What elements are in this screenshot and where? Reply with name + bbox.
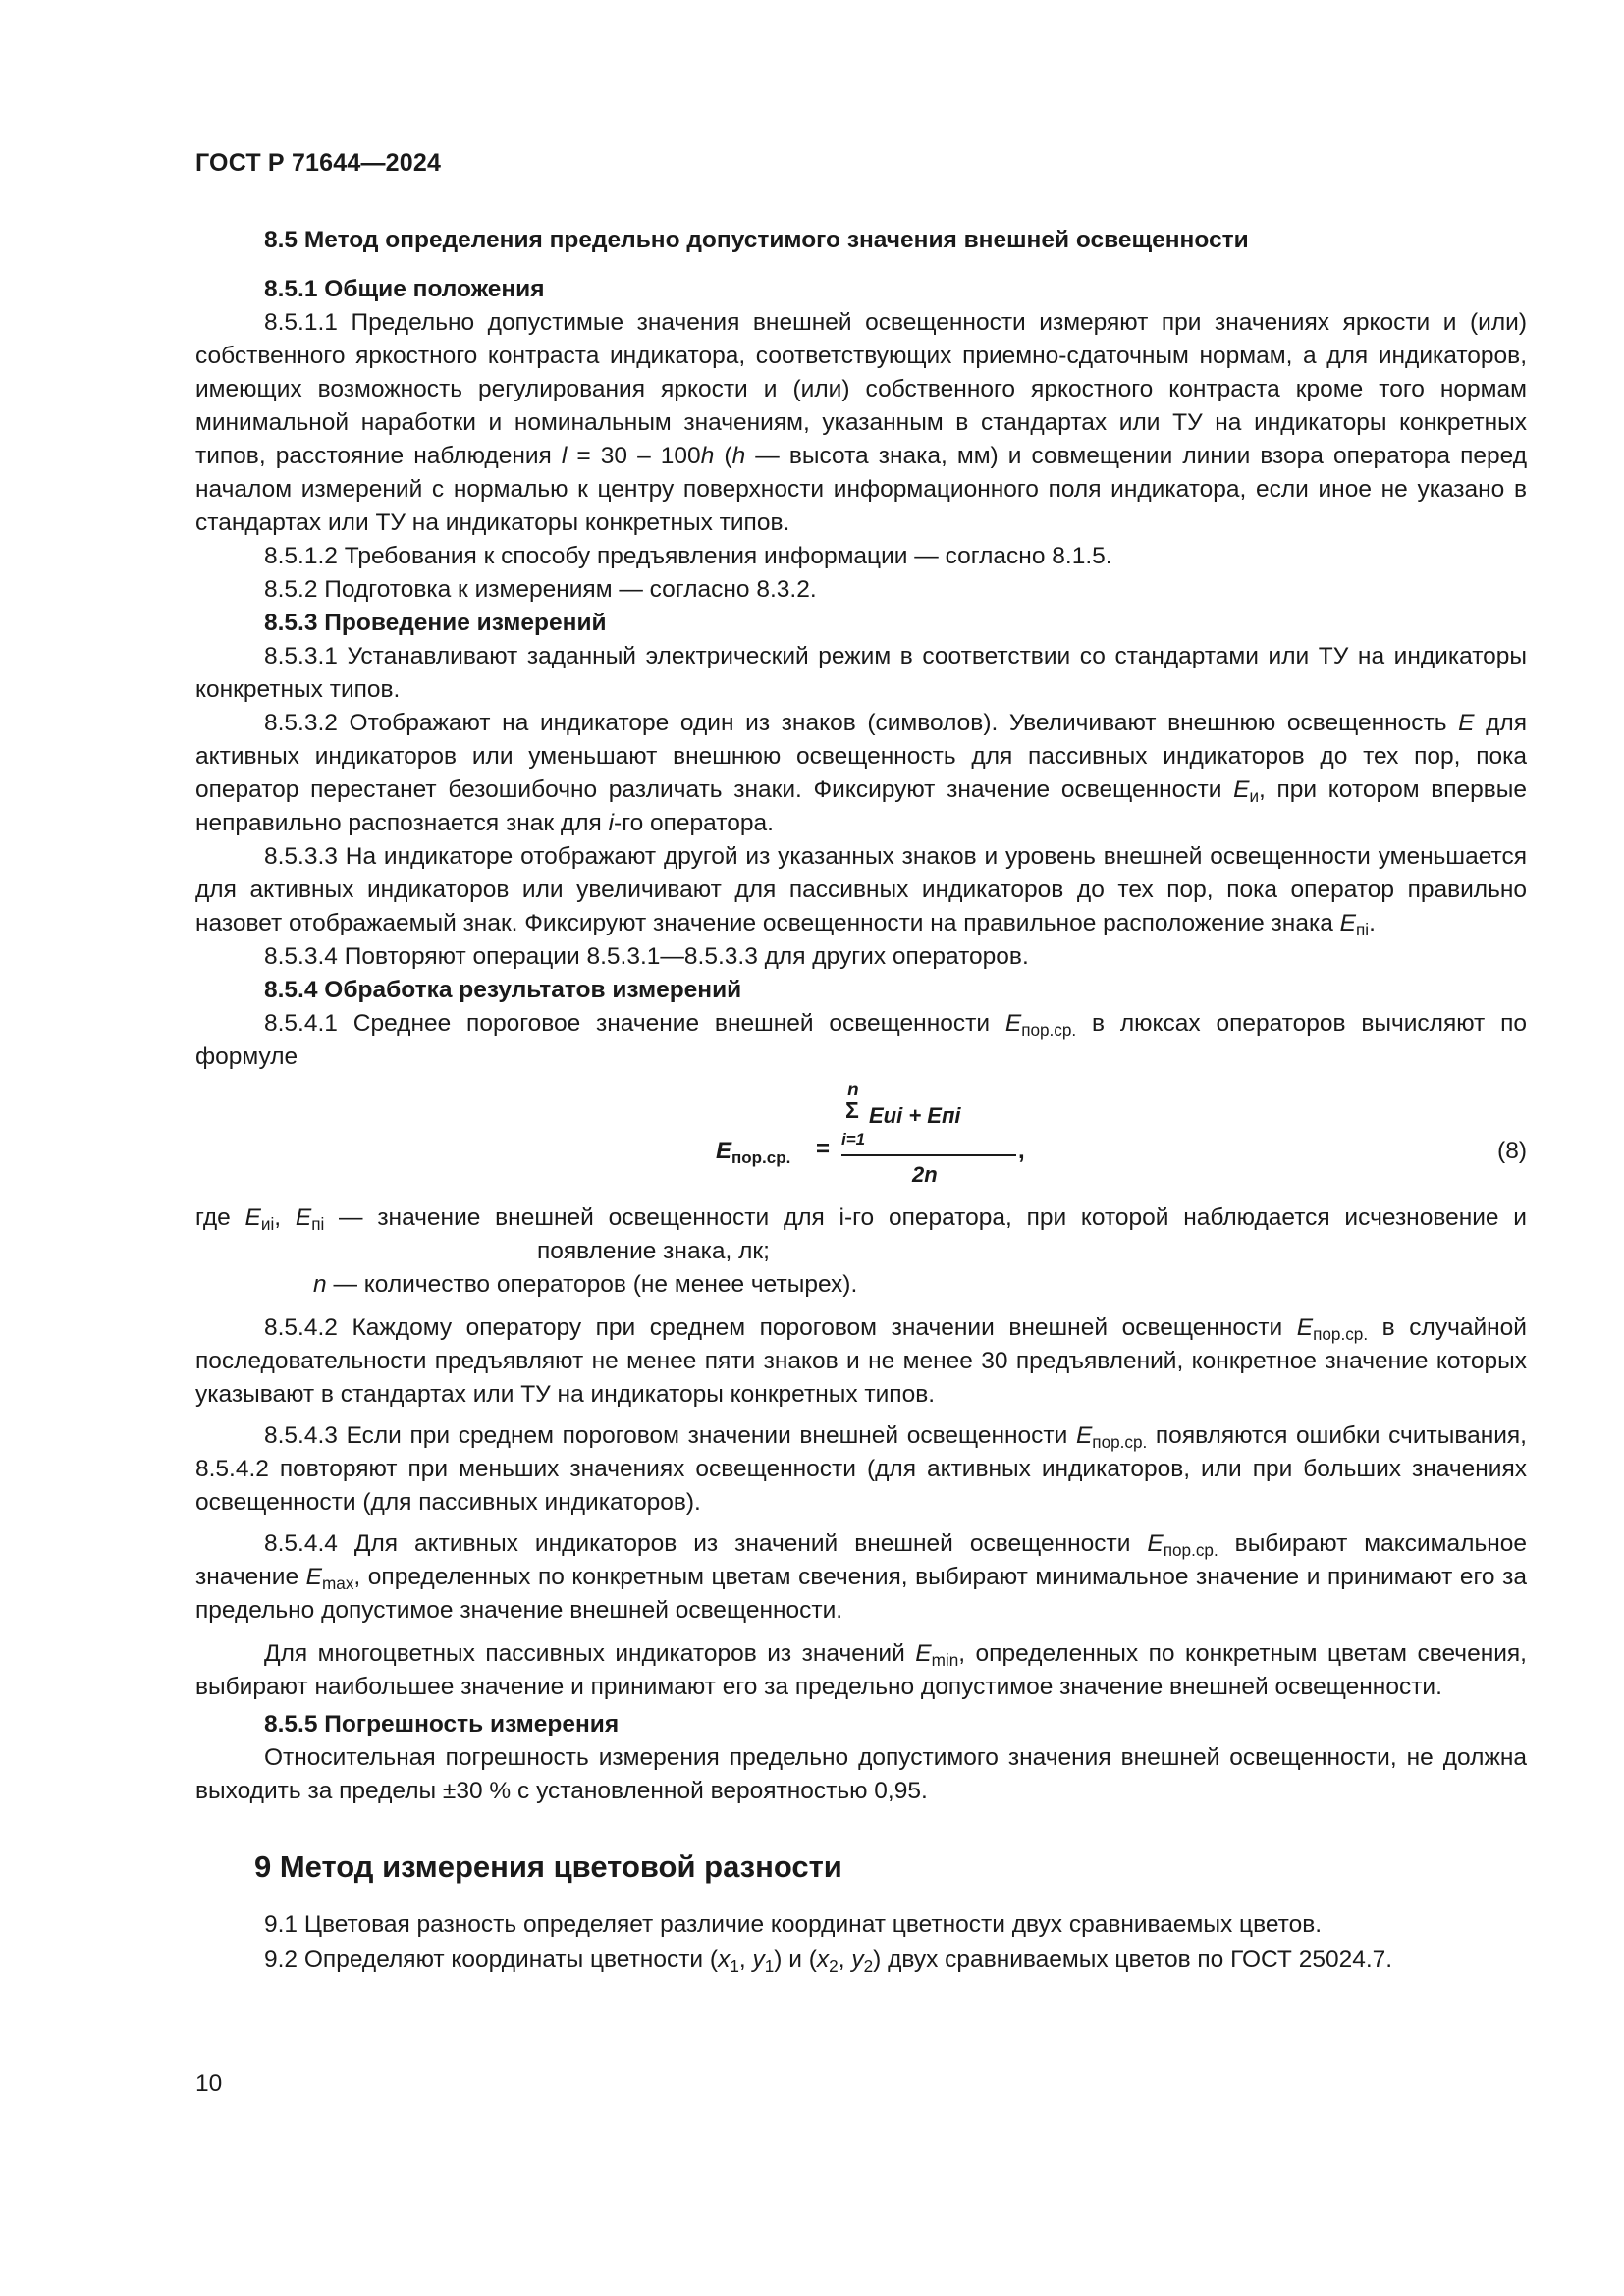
paragraph-8-5-3-1: 8.5.3.1 Устанавливают заданный электрический режим в соответствии со стандартами или ТУ на индикаторы конкретных типов. [195,643,1527,703]
legend-n-text: n — количество операторов (не менее четырех). [313,1271,858,1298]
paragraph-8-5-3-4: 8.5.3.4 Повторяют операции 8.5.3.1—8.5.3.3 для других операторов. [264,943,1029,970]
paragraph-8-5-1-1: 8.5.1.1 Предельно допустимые значения внешней освещенности измеряют при значениях яркости и (или) собственного яркостного контраста индикатора, соответствующих приемно-сдаточным нормам, а для индикаторов, имеющих возможность регулирования яркости и (или) собственного яркостного контраста кроме того нормам минимальной наработки и номинальным значениям, указанным в стандартах или ТУ на индикаторы конкретных типов, расстояние наблюдения l = 30 – 100h (h — высота знака, мм) и совмещении линии взора оператора перед началом измерений с нормалью к центру поверхности информационного поля индикатора, если иное не указано в стандартах или ТУ на индикаторы конкретных типов. [195,309,1527,536]
formula-fraction-bar [841,1154,1016,1156]
formula-equals: = [816,1136,831,1162]
legend-row-e [195,1201,1527,1268]
paragraph-8-5-4-2: 8.5.4.2 Каждому оператору при среднем пороговом значении внешней освещенности $E_{пор.ср.}$ в случайной последовательности предъявляют не менее пяти знаков и не менее 30 предъявлений, конкретное значение которых указывают в стандартах или ТУ на индикаторы конкретных типов. [195,1314,1527,1408]
paragraph-8-5-3-3: 8.5.3.3 На индикаторе отображают другой из указанных знаков и уровень внешней освещенности уменьшается для активных индикаторов или увеличивают для пассивных индикаторов до тех пор, пока оператор правильно назовет отображаемый знак. Фиксируют значение освещенности на правильное расположение знака $E_{пi}$. [195,843,1527,940]
paragraph-8-5-4-1: 8.5.4.1 Среднее пороговое значение внешней освещенности $E_{пор.ср.}$ в люксах операторов вычисляют по формуле [195,1010,1527,1070]
section-9-title: 9 Метод измерения цветовой разности [254,1849,842,1884]
formula-number: (8) [1497,1138,1527,1164]
formula-denominator: 2n [912,1162,938,1187]
formula-numerator: Eиi + Eпi [869,1103,961,1128]
paragraph-9-1: 9.1 Цветовая разность определяет различие координат цветности двух сравниваемых цветов. [264,1911,1323,1938]
paragraph-passive-indicators: Для многоцветных пассивных индикаторов из значений $E_{min}$, определенных по конкретным цветам свечения, выбирают наибольшее значение и принимают его за предельно допустимое значение внешней освещенности. [195,1640,1527,1700]
document-header: ГОСТ Р 71644—2024 [195,149,442,177]
subsection-8-5-1-title: 8.5.1 Общие положения [264,276,545,302]
document-body [195,224,1527,1977]
subsection-8-5-4-title: 8.5.4 Обработка результатов измерений [264,977,742,1003]
subsection-8-5-3-title: 8.5.3 Проведение измерений [264,610,607,636]
paragraph-8-5-1-2: 8.5.1.2 Требования к способу предъявления информации — согласно 8.1.5. [264,543,1112,569]
formula-sigma: Σ [845,1097,859,1123]
formula-legend [195,1201,1527,1302]
formula-sum-lower: i=1 [841,1130,866,1148]
formula-sum-upper: n [847,1080,859,1100]
paragraph-9-2: 9.2 Определяют координаты цветности ($x_1$, $y_1$) и ($x_2$, $y_2$) двух сравниваемых цветов по ГОСТ 25024.7. [264,1947,1393,1977]
paragraph-8-5-4-3: 8.5.4.3 Если при среднем пороговом значении внешней освещенности $E_{пор.ср.}$ появляются ошибки считывания, 8.5.4.2 повторяют при меньших значениях освещенности (для активных индикаторов, или при больших значениях освещенности (для пассивных индикаторов). [195,1422,1527,1516]
page-number: 10 [195,2070,223,2097]
formula-8 [195,1076,1527,1196]
formula-comma: , [1018,1138,1025,1164]
subsection-8-5-5-title: 8.5.5 Погрешность измерения [264,1711,620,1737]
section-8-5-title: 8.5 Метод определения предельно допустимого значения внешней освещенности [264,227,1249,253]
paragraph-8-5-4-4: 8.5.4.4 Для активных индикаторов из значений внешней освещенности $E_{пор.ср.}$ выбирают максимальное значение $E_{max}$, определенных по конкретным цветам свечения, выбирают минимальное значение и принимают его за предельно допустимое значение внешней освещенности. [195,1530,1527,1624]
legend-e-text: где $E_{иi}$, $E_{пi}$ — значение внешней освещенности для i-го оператора, при которой наблюдается исчезновение и появление знака, лк; [195,1204,1527,1264]
formula-expression [716,1076,1025,1196]
legend-row-n [195,1268,1527,1302]
paragraph-8-5-2: 8.5.2 Подготовка к измерениям — согласно 8.3.2. [264,576,817,603]
paragraph-8-5-5: Относительная погрешность измерения предельно допустимого значения внешней освещенности, не должна выходить за пределы ±30 % с установленной вероятностью 0,95. [195,1744,1527,1804]
paragraph-8-5-3-2: 8.5.3.2 Отображают на индикаторе один из знаков (символов). Увеличивают внешнюю освещенность E для активных индикаторов или уменьшают внешнюю освещенность для пассивных индикаторов до тех пор, пока оператор перестанет безошибочно различать знаки. Фиксируют значение освещенности $E_и$, при котором впервые неправильно распознается знак для i-го оператора. [195,710,1527,836]
formula-lhs: $E_{пор.ср.}$ [716,1138,791,1167]
